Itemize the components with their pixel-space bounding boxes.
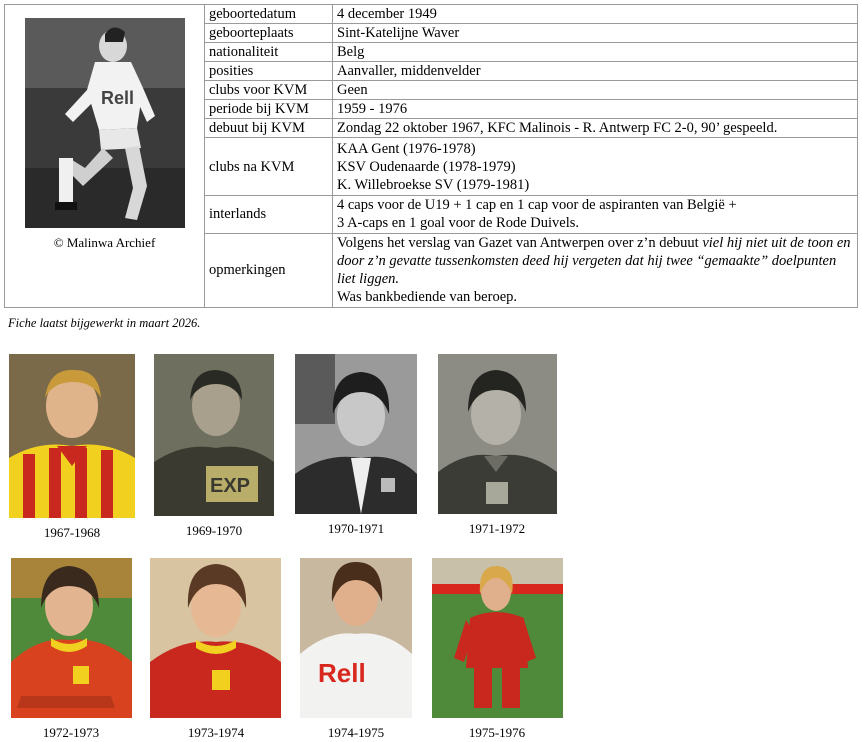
interlands-line: 3 A-caps en 1 goal voor de Rode Duivels. xyxy=(337,215,580,232)
season-photo-1970-1971 xyxy=(295,354,417,514)
value-clubs-after xyxy=(333,138,858,195)
label-positions: posities xyxy=(205,62,333,81)
label-birthplace: geboorteplaats xyxy=(205,24,333,43)
value-interlands xyxy=(333,195,858,233)
value-birthplace: Sint-Katelijne Waver xyxy=(333,24,858,43)
season-label: 1971-1972 xyxy=(468,521,526,536)
label-clubs-before: clubs voor KVM xyxy=(205,81,333,100)
season-photo-1974-1975 xyxy=(300,558,412,718)
club-after-line: KSV Oudenaarde (1978-1979) xyxy=(337,158,516,175)
svg-text:EXP: EXP xyxy=(210,475,251,497)
remarks-extra: Was bankbediende van beroep. xyxy=(337,289,518,306)
remarks-text xyxy=(337,234,853,288)
club-after-line: K. Willebroekse SV (1979-1981) xyxy=(337,176,530,193)
season-photo-1971-1972 xyxy=(438,354,557,514)
svg-text:Rell: Rell xyxy=(101,88,135,108)
season-photo-1967-1968 xyxy=(9,354,135,518)
season-photo-1969-1970 xyxy=(154,354,274,516)
label-debut: debuut bij KVM xyxy=(205,119,333,138)
season-label: 1969-1970 xyxy=(185,523,243,538)
value-clubs-before: Geen xyxy=(333,81,858,100)
photo-credit: © Malinwa Archief xyxy=(53,235,156,250)
value-remarks xyxy=(333,233,858,307)
season-label: 1970-1971 xyxy=(327,521,385,536)
season-label: 1974-1975 xyxy=(327,725,385,740)
season-label: 1967-1968 xyxy=(43,525,101,540)
club-after-line: KAA Gent (1976-1978) xyxy=(337,140,476,157)
season-label: 1975-1976 xyxy=(468,725,526,740)
label-period: periode bij KVM xyxy=(205,100,333,119)
last-updated-note: Fiche laatst bijgewerkt in maart 2026. xyxy=(8,316,201,330)
value-debut: Zondag 22 oktober 1967, KFC Malinois - R. Antwerp FC 2-0, 90’ gespeeld. xyxy=(333,119,858,138)
remarks-quote: viel hij niet uit de toon en door z’n gevatte tussenkomsten deed hij vergeten dat hij twee “gemaakte” doelpunten liet liggen. xyxy=(337,235,851,288)
season-label: 1973-1974 xyxy=(187,725,245,740)
interlands-line: 4 caps voor de U19 + 1 cap en 1 cap voor de aspiranten van België + xyxy=(337,197,737,214)
value-positions: Aanvaller, middenvelder xyxy=(333,62,858,81)
season-photo-1975-1976 xyxy=(432,558,563,718)
value-birthdate: 4 december 1949 xyxy=(333,5,858,24)
label-remarks: opmerkingen xyxy=(205,233,333,307)
svg-text:Rell: Rell xyxy=(318,658,366,688)
label-interlands: interlands xyxy=(205,195,333,233)
label-clubs-after: clubs na KVM xyxy=(205,138,333,195)
season-photo-1973-1974 xyxy=(150,558,281,718)
value-period: 1959 - 1976 xyxy=(333,100,858,119)
label-birthdate: geboortedatum xyxy=(205,5,333,24)
photo-cell xyxy=(5,5,205,308)
value-nationality: Belg xyxy=(333,43,858,62)
season-label: 1972-1973 xyxy=(42,725,100,740)
remarks-intro: Volgens het verslag van Gazet van Antwerpen over z’n debuut xyxy=(337,235,703,252)
season-photo-1972-1973 xyxy=(11,558,132,718)
player-profile-table xyxy=(4,4,858,308)
label-nationality: nationaliteit xyxy=(205,43,333,62)
main-player-photo xyxy=(25,18,185,228)
